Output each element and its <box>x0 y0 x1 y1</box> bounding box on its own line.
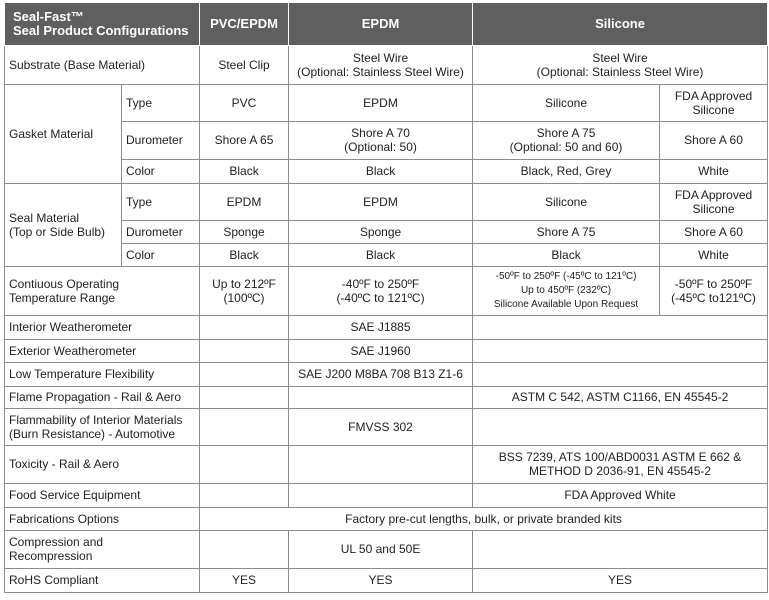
table-row-compression <box>5 530 768 568</box>
cell-rohs-pvc: YES <box>200 568 289 592</box>
cell-gasket-duro-fda: Shore A 60 <box>660 121 768 159</box>
cell-empty <box>289 386 473 408</box>
table-row-food-service <box>5 483 768 507</box>
cell-seal-color-epdm: Black <box>289 243 473 266</box>
cell-gasket-duro-silicone <box>473 121 660 159</box>
cell-text: METHOD D 2036-91, EN 45545-2 <box>528 464 712 478</box>
cell-text: Up to 212ºF <box>212 276 276 291</box>
cell-gasket-type-epdm: EPDM <box>289 84 473 121</box>
cell-compression-epdm: UL 50 and 50E <box>289 530 473 568</box>
cell-text: Up to 450ºF (232ºC) <box>520 284 612 296</box>
cell-text: FDA Approved <box>674 88 753 103</box>
cell-empty <box>289 483 473 507</box>
cell-lowtemp-epdm: SAE J200 M8BA 708 B13 Z1-6 <box>289 362 473 386</box>
cell-text: (Optional: Stainless Steel Wire) <box>536 64 704 79</box>
cell-empty <box>473 530 768 568</box>
cell-temp-epdm <box>289 266 473 315</box>
cell-seal-type-silicone: Silicone <box>473 183 660 220</box>
cell-substrate-epdm <box>289 45 473 84</box>
cell-text: Recompression <box>9 549 93 563</box>
cell-text: -50ºF to 250ºF <box>674 276 753 291</box>
cell-flammability-epdm: FMVSS 302 <box>289 408 473 445</box>
cell-toxicity-silicone <box>473 445 768 483</box>
cell-seal-type-fda <box>660 183 768 220</box>
cell-text: Temperature Range <box>9 290 116 305</box>
cell-seal-duro-pvc: Sponge <box>200 220 289 243</box>
cell-empty <box>473 339 768 362</box>
cell-empty <box>200 483 289 507</box>
sub-label-type: Type <box>122 183 200 220</box>
cell-empty <box>200 362 289 386</box>
cell-gasket-color-fda: White <box>660 159 768 183</box>
cell-fabrications-all: Factory pre-cut lengths, bulk, or private branded kits <box>200 507 768 530</box>
cell-empty <box>473 362 768 386</box>
cell-gasket-duro-epdm <box>289 121 473 159</box>
table-row-rohs <box>5 568 768 592</box>
cell-empty <box>200 445 289 483</box>
row-label-food-service: Food Service Equipment <box>5 483 200 507</box>
row-label-seal-material <box>5 183 122 266</box>
row-label-substrate: Substrate (Base Material) <box>5 45 200 84</box>
row-label-toxicity: Toxicity - Rail & Aero <box>5 445 200 483</box>
cell-gasket-color-epdm: Black <box>289 159 473 183</box>
cell-empty <box>200 408 289 445</box>
cell-text: (Top or Side Bulb) <box>9 224 106 239</box>
cell-empty <box>200 339 289 362</box>
brand-name: Seal-Fast™ <box>13 8 84 24</box>
table-row-gasket-type <box>5 84 768 121</box>
cell-seal-type-pvc: EPDM <box>200 183 289 220</box>
row-label-fabrications: Fabrications Options <box>5 507 200 530</box>
table-row-temperature <box>5 266 768 315</box>
cell-text: -50ºF to 250ºF (-45ºC to 121ºC) <box>495 270 637 282</box>
cell-text: (Burn Resistance) - Automotive <box>9 426 176 441</box>
cell-text: (100ºC) <box>223 290 265 305</box>
cell-text: Seal Material <box>9 210 80 225</box>
cell-empty <box>473 315 768 339</box>
table-row-flame-propagation <box>5 386 768 408</box>
sub-label-type: Type <box>122 84 200 121</box>
table-row-interior-weatherometer <box>5 315 768 339</box>
cell-text: Contiuous Operating <box>9 276 120 291</box>
cell-food-silicone: FDA Approved White <box>473 483 768 507</box>
row-label-flammability <box>5 408 200 445</box>
cell-text: Silicone Available Upon Request <box>493 298 639 310</box>
cell-seal-duro-epdm: Sponge <box>289 220 473 243</box>
cell-text: (-45ºC to121ºC) <box>671 290 756 305</box>
cell-seal-color-pvc: Black <box>200 243 289 266</box>
row-label-flame: Flame Propagation - Rail & Aero <box>5 386 200 408</box>
cell-text: (Optional: 50 and 60) <box>509 140 623 154</box>
table-row-substrate <box>5 45 768 84</box>
cell-temp-silicone <box>473 266 660 315</box>
table-row-low-temperature <box>5 362 768 386</box>
cell-text: Shore A 75 <box>536 126 596 140</box>
cell-text: BSS 7239, ATS 100/ABD0031 ASTM E 662 & <box>498 450 742 464</box>
cell-empty <box>473 408 768 445</box>
cell-empty <box>289 445 473 483</box>
table-row-seal-type <box>5 183 768 220</box>
row-label-rohs: RoHS Compliant <box>5 568 200 592</box>
cell-gasket-type-pvc: PVC <box>200 84 289 121</box>
table-row-fabrications <box>5 507 768 530</box>
cell-gasket-type-fda <box>660 84 768 121</box>
column-header-silicone: Silicone <box>473 3 768 45</box>
column-header-pvc-epdm: PVC/EPDM <box>200 3 289 45</box>
table-row-exterior-weatherometer <box>5 339 768 362</box>
cell-interior-epdm: SAE J1885 <box>289 315 473 339</box>
table-row-toxicity <box>5 445 768 483</box>
sub-label-durometer: Durometer <box>122 121 200 159</box>
cell-text: Silicone <box>692 102 735 117</box>
cell-substrate-silicone <box>473 45 768 84</box>
table-subtitle: Seal Product Configurations <box>13 22 189 38</box>
cell-exterior-epdm: SAE J1960 <box>289 339 473 362</box>
cell-text: Steel Wire <box>352 50 409 65</box>
table-title <box>5 3 200 45</box>
sub-label-color: Color <box>122 243 200 266</box>
header-row <box>5 3 768 45</box>
cell-empty <box>200 530 289 568</box>
cell-text: -40ºF to 250ºF <box>341 276 420 291</box>
row-label-gasket-material: Gasket Material <box>5 84 122 183</box>
cell-temp-pvc <box>200 266 289 315</box>
cell-rohs-epdm: YES <box>289 568 473 592</box>
seal-product-configurations-table <box>4 3 768 593</box>
cell-flame-silicone: ASTM C 542, ASTM C1166, EN 45545-2 <box>473 386 768 408</box>
cell-gasket-color-silicone: Black, Red, Grey <box>473 159 660 183</box>
cell-empty <box>200 386 289 408</box>
row-label-interior: Interior Weatherometer <box>5 315 200 339</box>
cell-seal-duro-fda: Shore A 60 <box>660 220 768 243</box>
cell-empty <box>200 315 289 339</box>
column-header-epdm: EPDM <box>289 3 473 45</box>
cell-temp-fda <box>660 266 768 315</box>
row-label-low-temp: Low Temperature Flexibility <box>5 362 200 386</box>
cell-text: FDA Approved <box>674 187 753 202</box>
row-label-exterior: Exterior Weatherometer <box>5 339 200 362</box>
row-label-temperature <box>5 266 200 315</box>
cell-substrate-pvc: Steel Clip <box>200 45 289 84</box>
cell-seal-color-silicone: Black <box>473 243 660 266</box>
cell-text: Steel Wire <box>592 50 648 65</box>
sub-label-color: Color <box>122 159 200 183</box>
cell-gasket-duro-pvc: Shore A 65 <box>200 121 289 159</box>
cell-text: Flammability of Interior Materials <box>9 412 183 427</box>
cell-text: (Optional: 50) <box>344 140 417 154</box>
cell-text: Silicone <box>692 201 735 216</box>
cell-text: (-40ºC to 121ºC) <box>336 290 425 305</box>
row-label-compression <box>5 530 200 568</box>
cell-text: (Optional: Stainless Steel Wire) <box>297 64 464 79</box>
cell-seal-color-fda: White <box>660 243 768 266</box>
cell-gasket-type-silicone: Silicone <box>473 84 660 121</box>
cell-seal-type-epdm: EPDM <box>289 183 473 220</box>
cell-rohs-silicone: YES <box>473 568 768 592</box>
cell-seal-duro-silicone: Shore A 75 <box>473 220 660 243</box>
cell-text: Compression and <box>9 535 104 549</box>
table-row-flammability <box>5 408 768 445</box>
cell-gasket-color-pvc: Black <box>200 159 289 183</box>
cell-text: Shore A 70 <box>351 126 410 140</box>
sub-label-durometer: Durometer <box>122 220 200 243</box>
